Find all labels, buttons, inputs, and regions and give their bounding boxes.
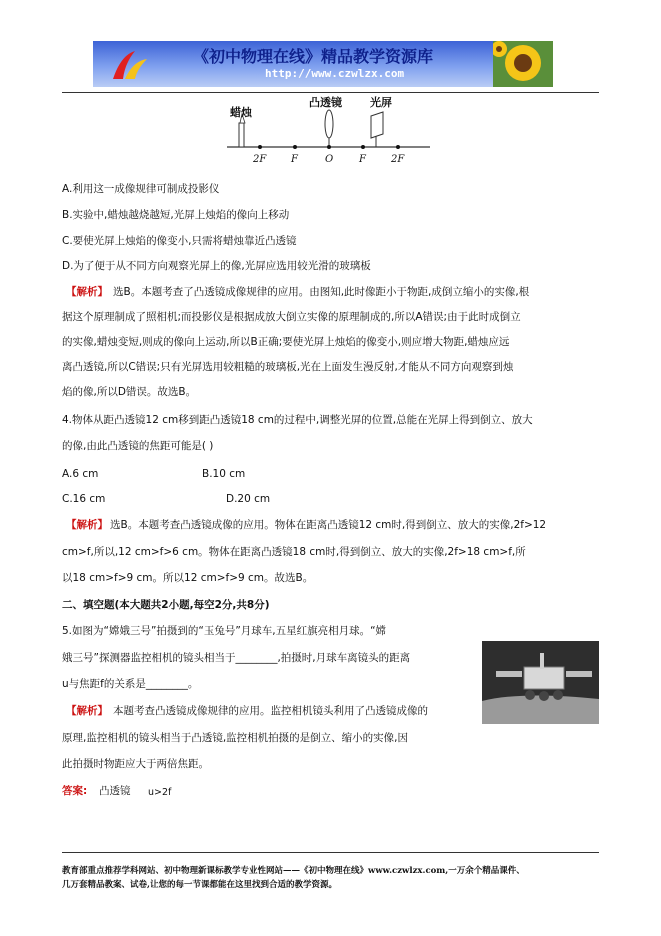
q4-option-d: D.20 cm bbox=[226, 493, 271, 505]
q4-stem-line: 4.物体从距凸透镜12 cm移到距凸透镜18 cm的过程中,调整光屏的位置,总能在光屏上得到倒立、放大 bbox=[62, 414, 533, 426]
site-logo bbox=[99, 45, 159, 85]
q5-stem-line: 娥三号”探测器监控相机的镜头相当于________,拍摄时,月球车离镜头的距离 bbox=[62, 652, 411, 664]
screen-label: 光屏 bbox=[370, 96, 392, 109]
mark-f-left: F bbox=[291, 154, 298, 165]
candle-label: 蜡烛 bbox=[230, 106, 252, 119]
site-url[interactable]: http://www.czwlzx.com bbox=[265, 67, 405, 80]
footer-line: 教育部重点推荐学科网站、初中物理新课标教学专业性网站——《初中物理在线》www.czwlzx.com,一万余个精品课件、 bbox=[62, 866, 525, 876]
q4-option-a: A.6 cm bbox=[62, 468, 99, 480]
q5-analysis-line: 原理,监控相机的镜头相当于凸透镜,监控相机拍摄的是倒立、缩小的实像,因 bbox=[62, 732, 409, 744]
sunflower-icon bbox=[493, 41, 553, 87]
q4-stem-line: 的像,由此凸透镜的焦距可能是( ) bbox=[62, 440, 214, 452]
q4-analysis-line: 以18 cm>f>9 cm。所以12 cm>f>9 cm。故选B。 bbox=[62, 572, 314, 584]
moon-rover-photo bbox=[482, 641, 599, 724]
answer-relation: u>2f bbox=[148, 787, 172, 798]
mark-f-right: F bbox=[359, 154, 366, 165]
mark-2f-right: 2F bbox=[391, 154, 405, 165]
q3-option-b: B.实验中,蜡烛越烧越短,光屏上烛焰的像向上移动 bbox=[62, 209, 290, 221]
q4-option-c: C.16 cm bbox=[62, 493, 106, 505]
q4-analysis-line: cm>f,所以,12 cm>f>6 cm。物体在距离凸透镜18 cm时,得到倒立、放大的实像,2f>18 cm>f,所 bbox=[62, 546, 526, 558]
mark-2f-left: 2F bbox=[253, 154, 267, 165]
q4-option-b: B.10 cm bbox=[202, 468, 246, 480]
q5-stem-line: 5.如图为“嫦娥三号”拍摄到的“玉兔号”月球车,五星红旗亮相月球。“嫦 bbox=[62, 625, 387, 637]
candle-icon bbox=[239, 123, 244, 147]
q5-stem-line: u与焦距f的关系是________。 bbox=[62, 678, 199, 690]
q3-analysis-line: 的实像,蜡烛变短,则成的像向上运动,所以B正确;要使光屏上烛焰的像变小,则应增大物距,蜡烛应远 bbox=[62, 336, 510, 348]
header-banner bbox=[93, 41, 553, 87]
lens-icon bbox=[325, 110, 333, 138]
footer-line: 几万套精品教案、试卷,让您的每一节课都能在这里找到合适的教学资源。 bbox=[62, 880, 337, 890]
q3-analysis-line: 焰的像,所以D错误。故选B。 bbox=[62, 386, 197, 398]
q5-analysis-line: 此拍摄时物距应大于两倍焦距。 bbox=[62, 758, 209, 770]
answer-value: 凸透镜 bbox=[99, 785, 131, 797]
screen-icon bbox=[371, 112, 383, 138]
lens-label: 凸透镜 bbox=[309, 96, 342, 109]
q3-option-d: D.为了便于从不同方向观察光屏上的像,光屏应选用较光滑的玻璃板 bbox=[62, 260, 371, 272]
mark-o: O bbox=[325, 154, 334, 165]
q5-analysis-tag: 【解析】 bbox=[66, 705, 108, 717]
site-title: 《初中物理在线》精品教学资源库 bbox=[193, 47, 434, 66]
footer-divider bbox=[62, 852, 599, 853]
q3-option-a: A.利用这一成像规律可制成投影仪 bbox=[62, 183, 220, 195]
q3-analysis-line: 据这个原理制成了照相机;而投影仪是根据成放大倒立实像的原理制成的,所以A错误;由于此时成倒立 bbox=[62, 311, 521, 323]
q4-analysis-line: 选B。本题考查凸透镜成像的应用。物体在距离凸透镜12 cm时,得到倒立、放大的实像,2f>12 bbox=[110, 519, 547, 531]
moon-rover-icon bbox=[482, 641, 599, 724]
answer-tag: 答案: bbox=[62, 785, 88, 797]
q4-analysis-tag: 【解析】 bbox=[66, 519, 108, 531]
header-divider bbox=[62, 92, 599, 93]
q3-analysis-line: 离凸透镜,所以C错误;只有光屏选用较粗糙的玻璃板,光在上面发生漫反射,才能从不同方向观察到烛 bbox=[62, 361, 514, 373]
q3-analysis-line: 选B。本题考查了凸透镜成像规律的应用。由图知,此时像距小于物距,成倒立缩小的实像,根 bbox=[113, 286, 530, 298]
section-heading: 二、填空题(本大题共2小题,每空2分,共8分) bbox=[62, 599, 270, 611]
q5-analysis-line: 本题考查凸透镜成像规律的应用。监控相机镜头利用了凸透镜成像的 bbox=[113, 705, 428, 717]
optics-diagram bbox=[225, 94, 435, 166]
q3-analysis-tag: 【解析】 bbox=[66, 286, 108, 298]
q3-option-c: C.要使光屏上烛焰的像变小,只需将蜡烛靠近凸透镜 bbox=[62, 235, 297, 247]
